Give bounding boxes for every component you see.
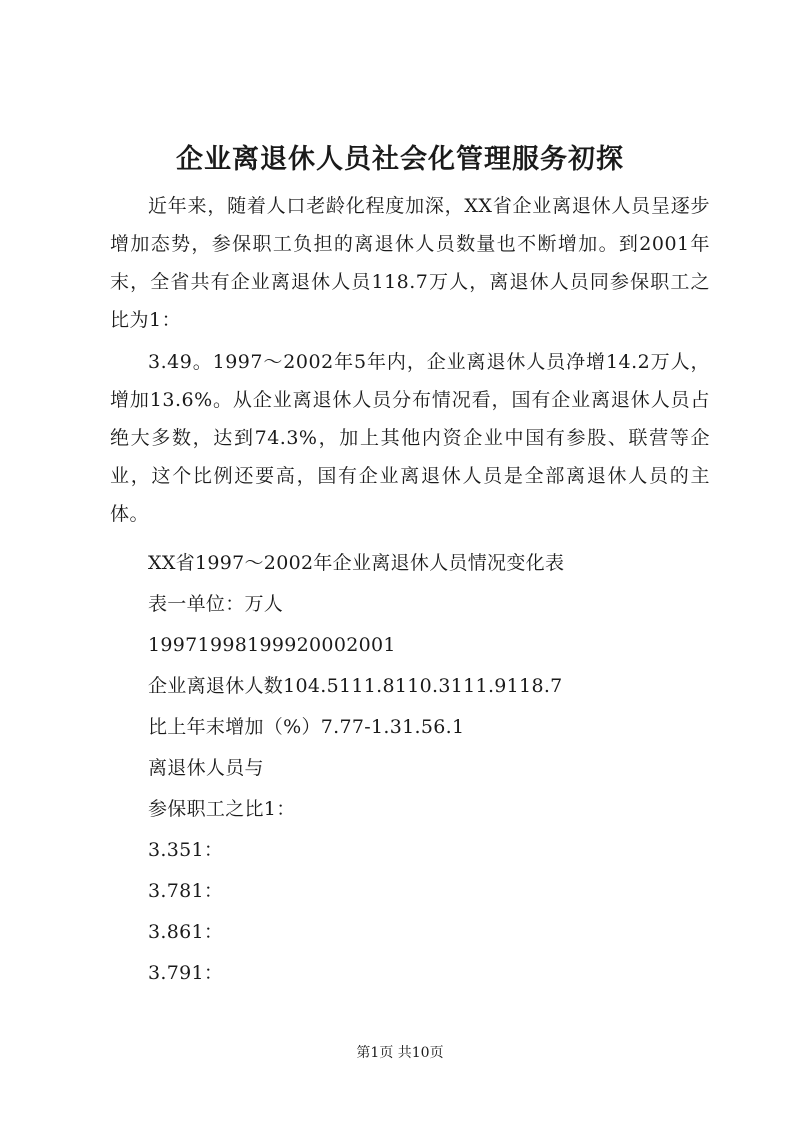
- paragraph-2: 3.49。1997～2002年5年内，企业离退休人员净增14.2万人，增加13.6%。从企业离退休人员分布情况看，国有企业离退休人员占绝大多数，达到74.3%，加上其他内资企业中国有参股、联营等企业，这个比例还要高，国有企业离退休人员是全部离退休人员的主体。: [110, 351, 710, 525]
- table-ratio-value-line: 3.781：: [148, 880, 224, 902]
- paragraph-1: 近年来，随着人口老龄化程度加深，XX省企业离退休人员呈逐步增加态势，参保职工负担的离退休人员数量也不断增加。到2001年末，全省共有企业离退休人员118.7万人，离退休人员同参保职工之比为1：: [110, 195, 710, 331]
- table-unit-line: 表一单位：万人: [148, 593, 284, 615]
- table-years-line: 19971998199920002001: [148, 634, 396, 656]
- page-footer: 第1页 共10页: [356, 1045, 444, 1061]
- table-retirees-line: 企业离退休人数104.5111.8110.3111.9118.7: [148, 675, 563, 697]
- table-growth-line: 比上年末增加（%）7.77-1.31.56.1: [148, 716, 465, 738]
- table-ratio-value-line: 3.861：: [148, 921, 224, 943]
- table-ratio-label-line: 离退休人员与: [148, 757, 264, 779]
- document-body: [110, 187, 710, 1002]
- table-ratio-label-line-2: 参保职工之比1：: [148, 798, 296, 820]
- table-ratio-value-line: 3.791：: [148, 962, 224, 984]
- table-ratio-value-line: 3.351：: [148, 839, 224, 861]
- document-title: 企业离退休人员社会化管理服务初探: [176, 144, 624, 175]
- table-caption: XX省1997～2002年企业离退休人员情况变化表: [148, 552, 565, 574]
- table-text-block: [110, 551, 710, 985]
